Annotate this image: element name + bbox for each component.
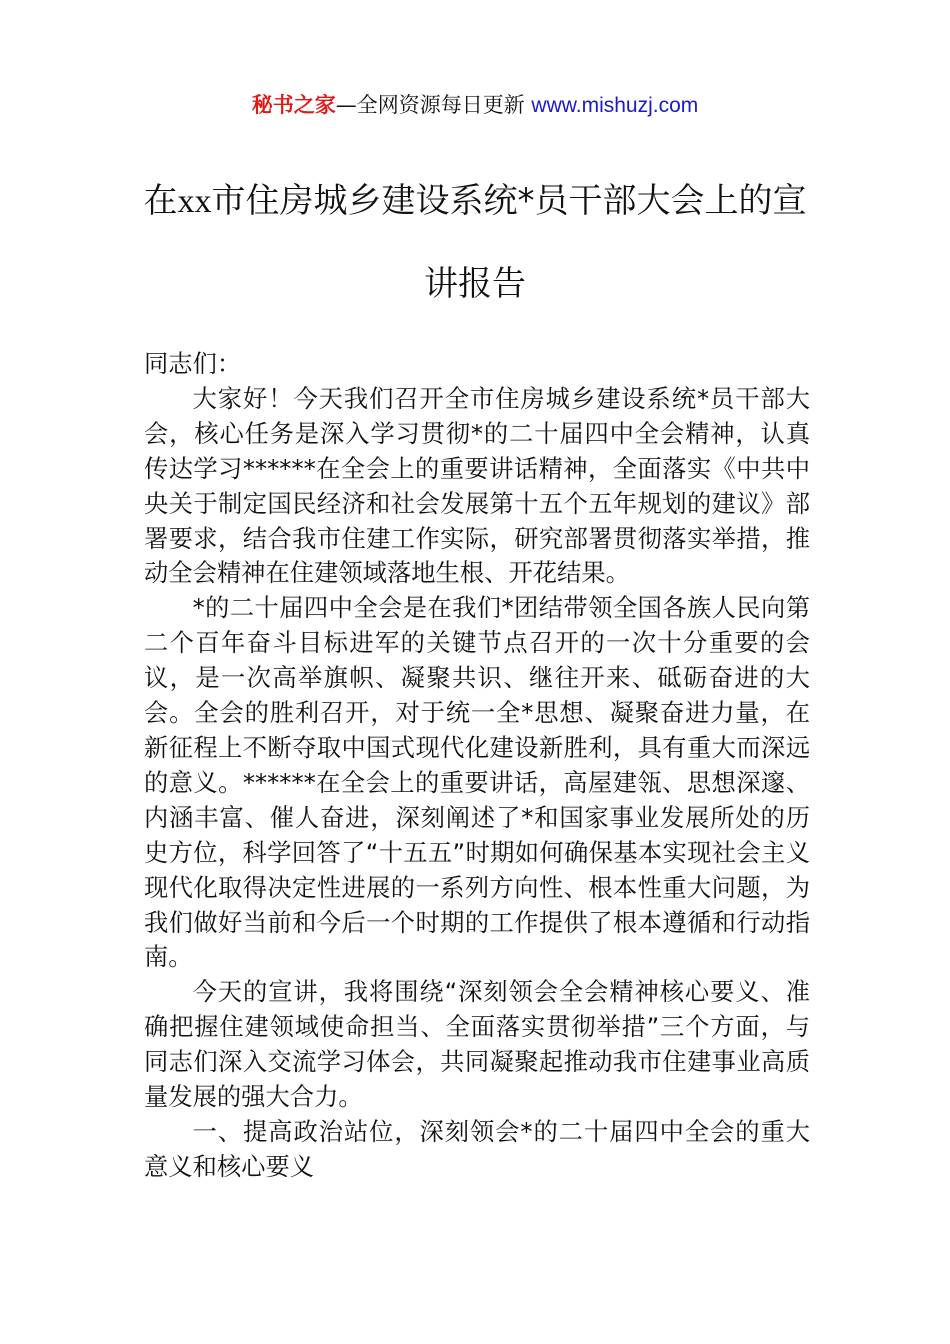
title-placeholder-xx: xx [177,183,212,220]
document-body [144,347,810,1185]
header-tagline: —全网资源每日更新 [335,93,532,117]
title-rest: 市住房城乡建设系统*员干部大会上的宣讲报告 [211,181,807,304]
paragraph-significance: *的二十届四中全会是在我们*团结带领全国各族人民向第二个百年奋斗目标进军的关键节点召开的一次十分重要的会议，是一次高举旗帜、凝聚共识、继往开来、砥砺奋进的大会。全会的胜利召开，对于统一全*思想、凝聚奋进力量，在新征程上不断夺取中国式现代化建设新胜利，具有重大而深远的意义。******在全会上的重要讲话，高屋建瓴、思想深邃、内涵丰富、催人奋进，深刻阐述了*和国家事业发展所处的历史方位，科学回答了“十五五”时期如何确保基本实现社会主义现代化取得决定性进展的一系列方向性、根本性重大问题，为我们做好当前和今后一个时期的工作提供了根本遵循和行动指南。 [144,593,810,972]
section-heading-1: 一、提高政治站位，深刻领会*的二十届四中全会的重大意义和核心要义 [144,1116,810,1181]
site-header [0,88,950,123]
site-brand: 秘书之家 [251,93,336,117]
paragraph-outline: 今天的宣讲，我将围绕“深刻领会全会精神核心要义、准确把握住建领域使命担当、全面落实贯彻举措”三个方面，与同志们深入交流学习体会，共同凝聚起推动我市住建事业高质量发展的强大合力。 [144,977,810,1112]
paragraph-intro: 大家好！今天我们召开全市住房城乡建设系统*员干部大会，核心任务是深入学习贯彻*的二十届四中全会精神，认真传达学习******在全会上的重要讲话精神，全面落实《中共中央关于制定国民经济和社会发展第十五个五年规划的建议》部署要求，结合我市住建工作实际，研究部署贯彻落实举措，推动全会精神在住建领域落地生根、开花结果。 [144,383,810,588]
title-prefix: 在 [143,181,178,221]
greeting: 同志们： [144,349,242,378]
site-url-link[interactable]: www.mishuzj.com [531,94,699,117]
document-title [140,160,810,325]
